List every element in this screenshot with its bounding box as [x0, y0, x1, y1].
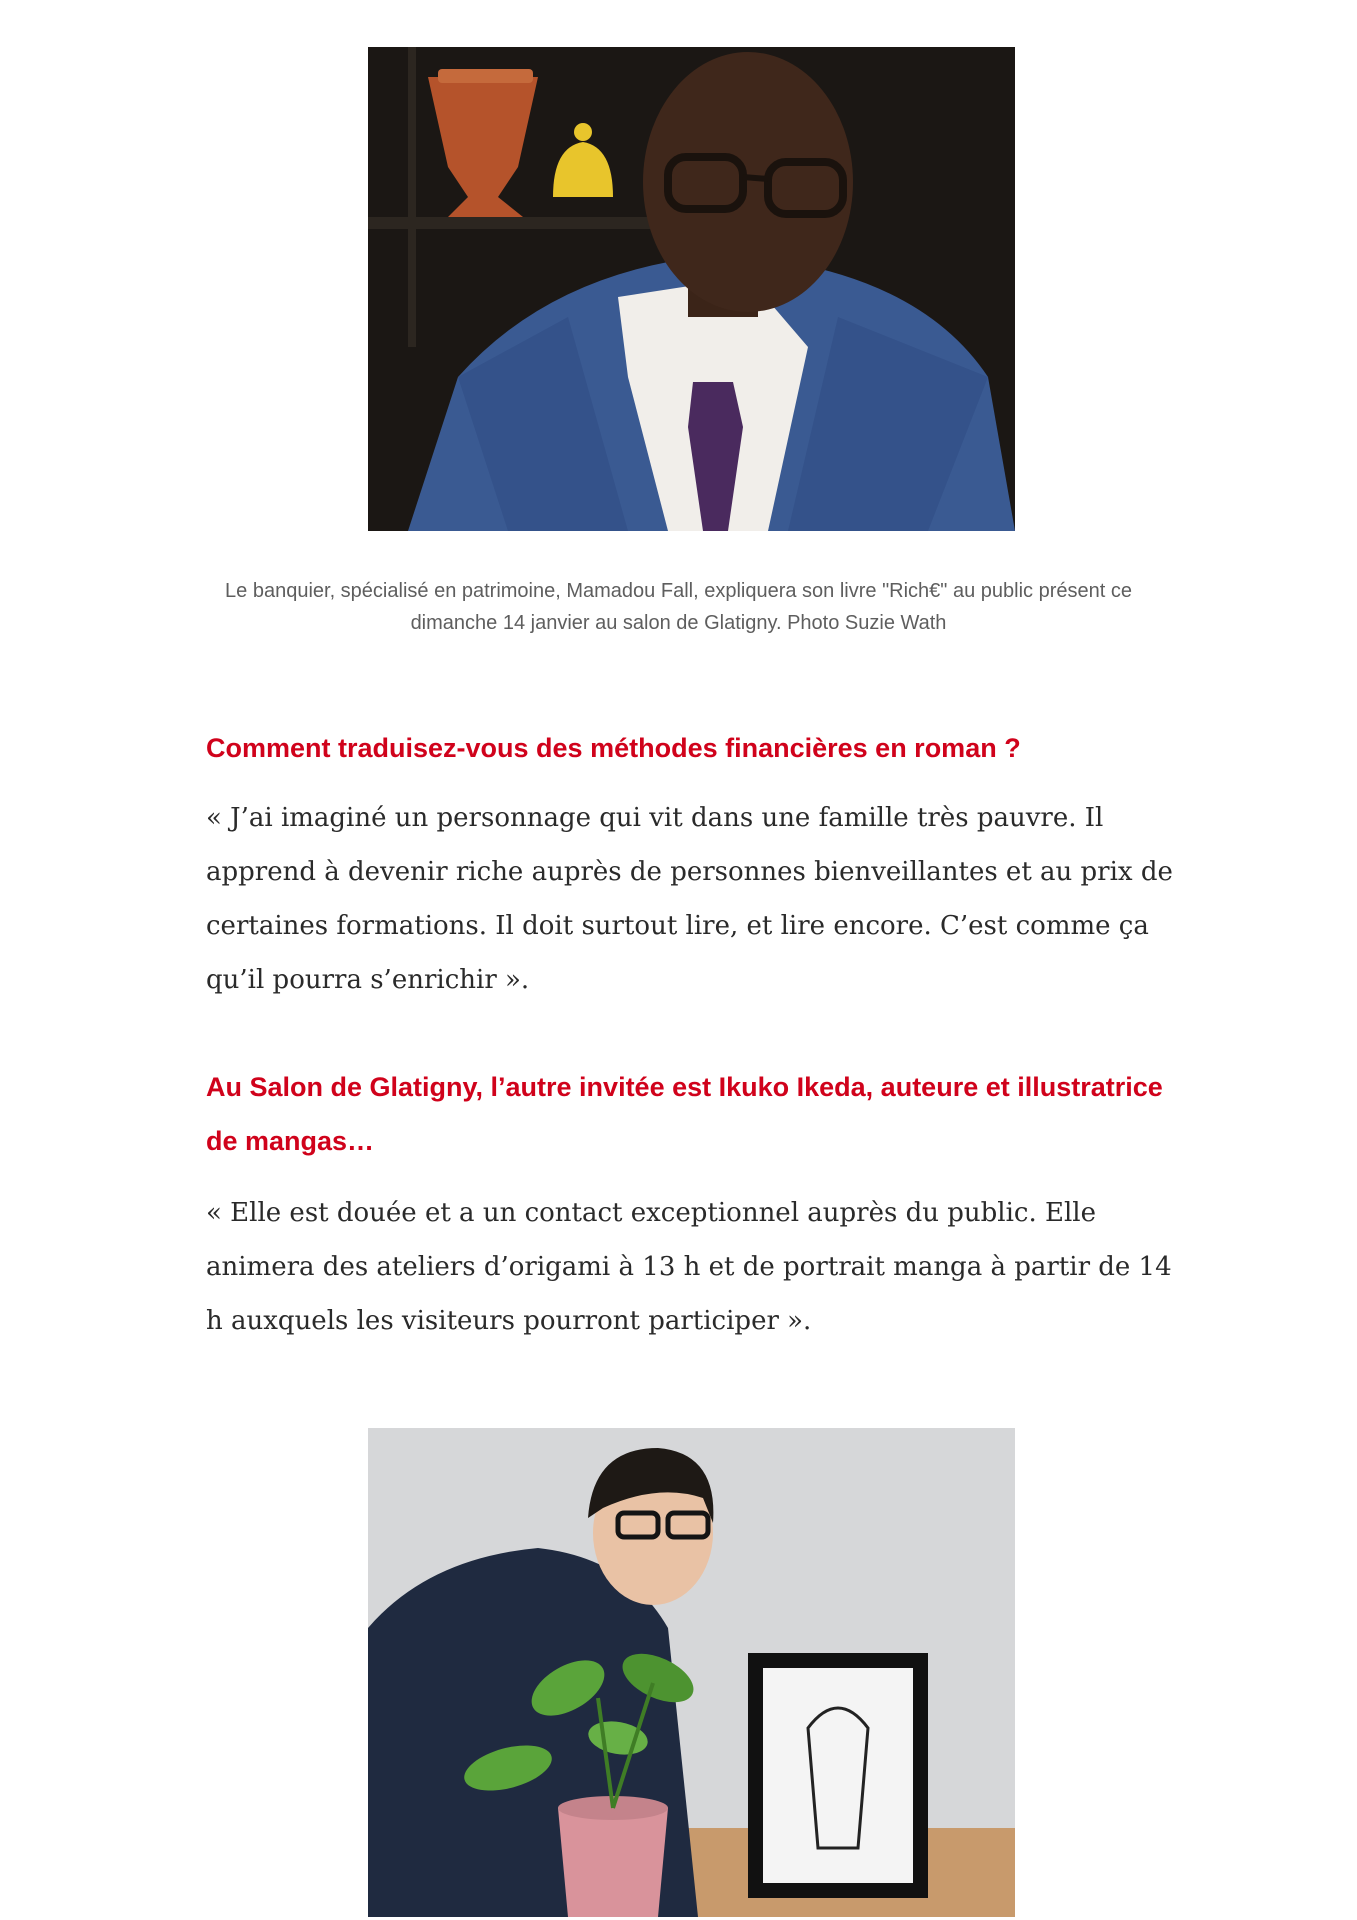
banker-photo-illustration — [368, 47, 1015, 531]
photo-caption: Le banquier, spécialisé en patrimoine, Mamadou Fall, expliquera son livre "Rich€" au public présent ce dimanche 14 janvier au salon de Glatigny. Photo Suzie Wath — [225, 580, 1132, 634]
article-photo-illustrator — [368, 1428, 1015, 1917]
illustrator-photo-illustration — [368, 1428, 1015, 1917]
interview-answer-1: « J’ai imaginé un personnage qui vit dans une famille très pauvre. Il apprend à devenir riche auprès de personnes bienveillantes et au prix de certaines formations. Il doit surtout lire, et lire encore. C’est comme ça qu’il pourra s’enrichir ». — [206, 803, 1173, 995]
article-photo-banker — [368, 47, 1015, 531]
interview-question-2: Au Salon de Glatigny, l’autre invitée est Ikuko Ikeda, auteure et illustratrice de mangas… — [206, 1072, 1163, 1156]
interview-question-1: Comment traduisez-vous des méthodes financières en roman ? — [206, 733, 1021, 763]
interview-answer-2: « Elle est douée et a un contact exceptionnel auprès du public. Elle animera des ateliers d’origami à 13 h et de portrait manga à partir de 14 h auxquels les visiteurs pourront participer ». — [206, 1198, 1172, 1336]
